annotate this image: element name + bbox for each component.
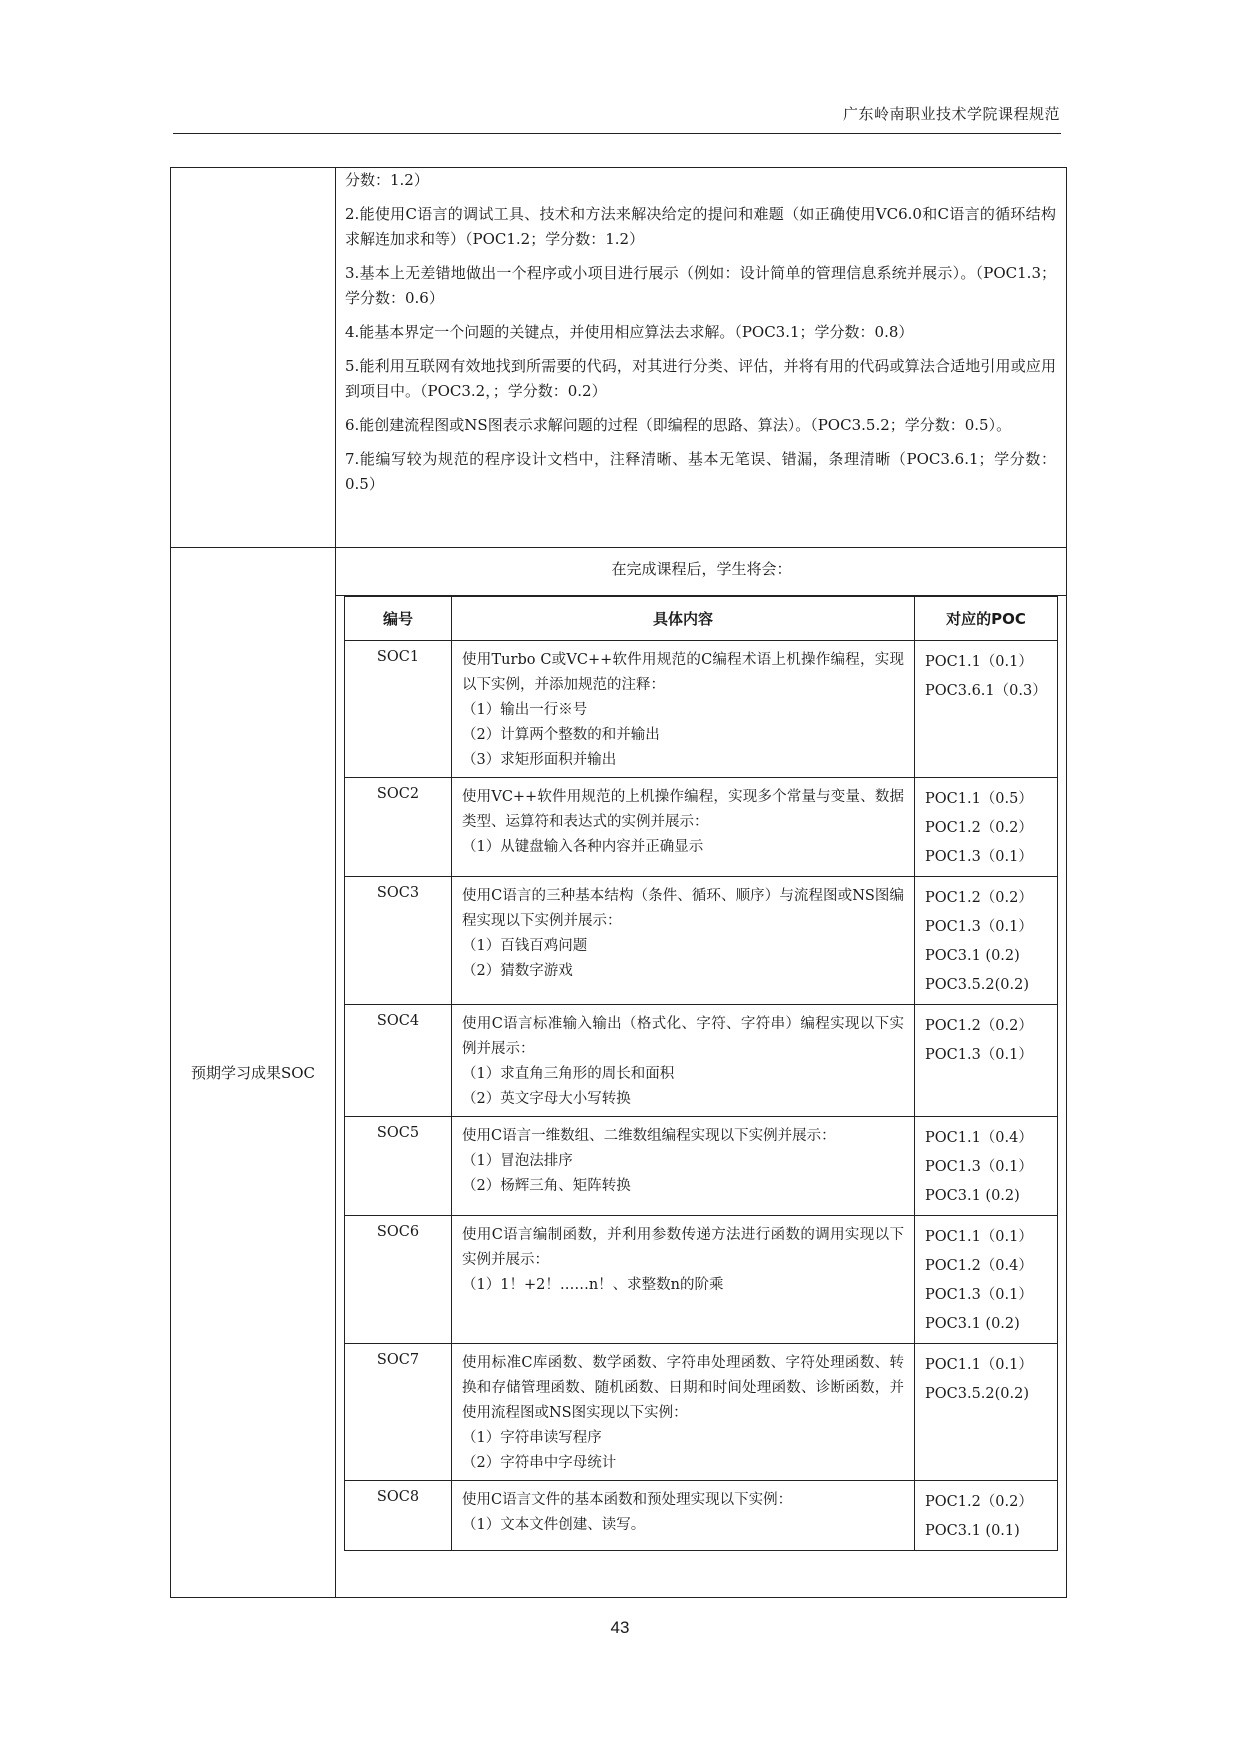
soc-content [452,1481,915,1551]
soc-content-line: （1）百钱百鸡问题 [462,938,588,954]
soc-content-line: 使用C语言编制函数，并利用参数传递方法进行函数的调用实现以下实例并展示： [462,1227,904,1268]
header-poc: 对应的POC [915,597,1058,641]
poc-entry: POC3.1 (0.1) [925,1523,1020,1539]
soc-number: SOC2 [345,778,452,877]
soc-poc [915,1216,1058,1344]
soc-content [452,1005,915,1117]
poc-entry: POC1.3（0.1） [925,919,1033,935]
poc-entry: POC3.1 (0.2) [925,1188,1020,1204]
objective-list [345,168,1056,506]
column-divider [335,168,336,1597]
soc-content-line: （1）求直角三角形的周长和面积 [462,1066,675,1082]
soc-content-line: （2）英文字母大小写转换 [462,1091,631,1107]
soc-number: SOC6 [345,1216,452,1344]
poc-entry: POC1.3（0.1） [925,1287,1033,1303]
soc-number: SOC4 [345,1005,452,1117]
poc-entry: POC3.1 (0.2) [925,948,1020,964]
soc-row [345,1005,1058,1117]
document-header: 广东岭南职业技术学院课程规范 [842,105,1060,123]
poc-entry: POC3.5.2(0.2) [925,1386,1030,1402]
soc-poc [915,778,1058,877]
soc-number: SOC7 [345,1344,452,1481]
soc-row [345,877,1058,1005]
soc-number: SOC3 [345,877,452,1005]
poc-entry: POC3.6.1（0.3） [925,683,1047,699]
soc-content-line: （1）字符串读写程序 [462,1430,602,1446]
soc-poc [915,641,1058,778]
poc-entry: POC1.2（0.4） [925,1258,1033,1274]
soc-content-line: 使用C语言的三种基本结构（条件、循环、顺序）与流程图或NS图编程实现以下实例并展示： [462,888,904,929]
soc-number: SOC5 [345,1117,452,1216]
soc-table-header [345,597,1058,641]
objective-paragraph: 7.能编写较为规范的程序设计文档中，注释清晰、基本无笔误、错漏，条理清晰（POC3.6.1；学分数：0.5） [345,450,1056,493]
soc-content-line: （1）从键盘输入各种内容并正确显示 [462,839,704,855]
soc-content-line: 使用C语言文件的基本函数和预处理实现以下实例： [462,1492,793,1508]
soc-row [345,1481,1058,1551]
objective-paragraph: 分数：1.2） [345,171,429,189]
poc-entry: POC1.3（0.1） [925,849,1033,865]
soc-number: SOC8 [345,1481,452,1551]
soc-content [452,877,915,1005]
soc-content-line: 使用VC++软件用规范的上机操作编程，实现多个常量与变量、数据类型、运算符和表达式的实例并展示： [462,789,904,830]
header-num: 编号 [345,597,452,641]
poc-entry: POC1.1（0.4） [925,1130,1033,1146]
soc-table [344,596,1058,1551]
soc-content-line: （1）1！+2！……n！、求整数n的阶乘 [462,1277,724,1293]
objective-paragraph: 6.能创建流程图或NS图表示求解问题的过程（即编程的思路、算法）。（POC3.5.2；学分数：0.5）。 [345,416,1012,434]
soc-poc [915,1481,1058,1551]
poc-entry: POC3.5.2(0.2) [925,977,1030,993]
poc-entry: POC1.2（0.2） [925,1018,1033,1034]
soc-content-line: （2）杨辉三角、矩阵转换 [462,1178,631,1194]
soc-row [345,1216,1058,1344]
soc-row [345,1344,1058,1481]
soc-poc [915,1005,1058,1117]
soc-section-label: 预期学习成果SOC [190,1063,316,1082]
soc-content-line: （2）猜数字游戏 [462,963,573,979]
objective-paragraph: 4.能基本界定一个问题的关键点，并使用相应算法去求解。（POC3.1；学分数：0.8） [345,323,914,341]
soc-content-line: （2）计算两个整数的和并输出 [462,727,660,743]
soc-poc [915,877,1058,1005]
poc-entry: POC3.1 (0.2) [925,1316,1020,1332]
poc-entry: POC1.1（0.1） [925,1357,1033,1373]
soc-poc [915,1344,1058,1481]
page-number: 43 [610,1618,630,1637]
soc-content-line: （2）字符串中字母统计 [462,1455,617,1471]
soc-content [452,778,915,877]
objective-paragraph: 3.基本上无差错地做出一个程序或小项目进行展示（例如：设计简单的管理信息系统并展示）。（POC1.3；学分数：0.6） [345,264,1056,307]
poc-entry: POC1.1（0.1） [925,654,1033,670]
soc-content [452,1344,915,1481]
header-rule [173,133,1061,134]
soc-content [452,1117,915,1216]
poc-entry: POC1.2（0.2） [925,820,1033,836]
soc-row [345,778,1058,877]
soc-content [452,641,915,778]
soc-content-line: 使用标准C库函数、数学函数、字符串处理函数、字符处理函数、转换和存储管理函数、随机函数、日期和时间处理函数、诊断函数，并使用流程图或NS图实现以下实例： [462,1355,904,1421]
soc-content-line: （3）求矩形面积并输出 [462,752,617,768]
soc-content-line: （1）输出一行※号 [462,702,588,718]
soc-content-line: （1）文本文件创建、读写。 [462,1517,646,1533]
objective-paragraph: 5.能利用互联网有效地找到所需要的代码，对其进行分类、评估，并将有用的代码或算法合适地引用或应用到项目中。（POC3.2，；学分数：0.2） [345,357,1056,400]
objective-paragraph: 2.能使用C语言的调试工具、技术和方法来解决给定的提问和难题（如正确使用VC6.0和C语言的循环结构求解连加求和等）（POC1.2；学分数：1.2） [345,205,1056,248]
poc-entry: POC1.3（0.1） [925,1159,1033,1175]
soc-content-line: （1）冒泡法排序 [462,1153,573,1169]
soc-row [345,1117,1058,1216]
soc-number: SOC1 [345,641,452,778]
header-content: 具体内容 [452,597,915,641]
soc-content [452,1216,915,1344]
poc-entry: POC1.2（0.2） [925,1494,1033,1510]
soc-content-line: 使用C语言一维数组、二维数组编程实现以下实例并展示： [462,1128,836,1144]
soc-row [345,641,1058,778]
poc-entry: POC1.3（0.1） [925,1047,1033,1063]
soc-content-line: 使用Turbo C或VC++软件用规范的C编程术语上机操作编程，实现以下实例，并添加规范的注释： [462,652,904,693]
soc-intro: 在完成课程后，学生将会： [611,560,792,578]
poc-entry: POC1.1（0.5） [925,791,1033,807]
soc-poc [915,1117,1058,1216]
poc-entry: POC1.2（0.2） [925,890,1033,906]
soc-content-line: 使用C语言标准输入输出（格式化、字符、字符串）编程实现以下实例并展示： [462,1016,904,1057]
poc-entry: POC1.1（0.1） [925,1229,1033,1245]
